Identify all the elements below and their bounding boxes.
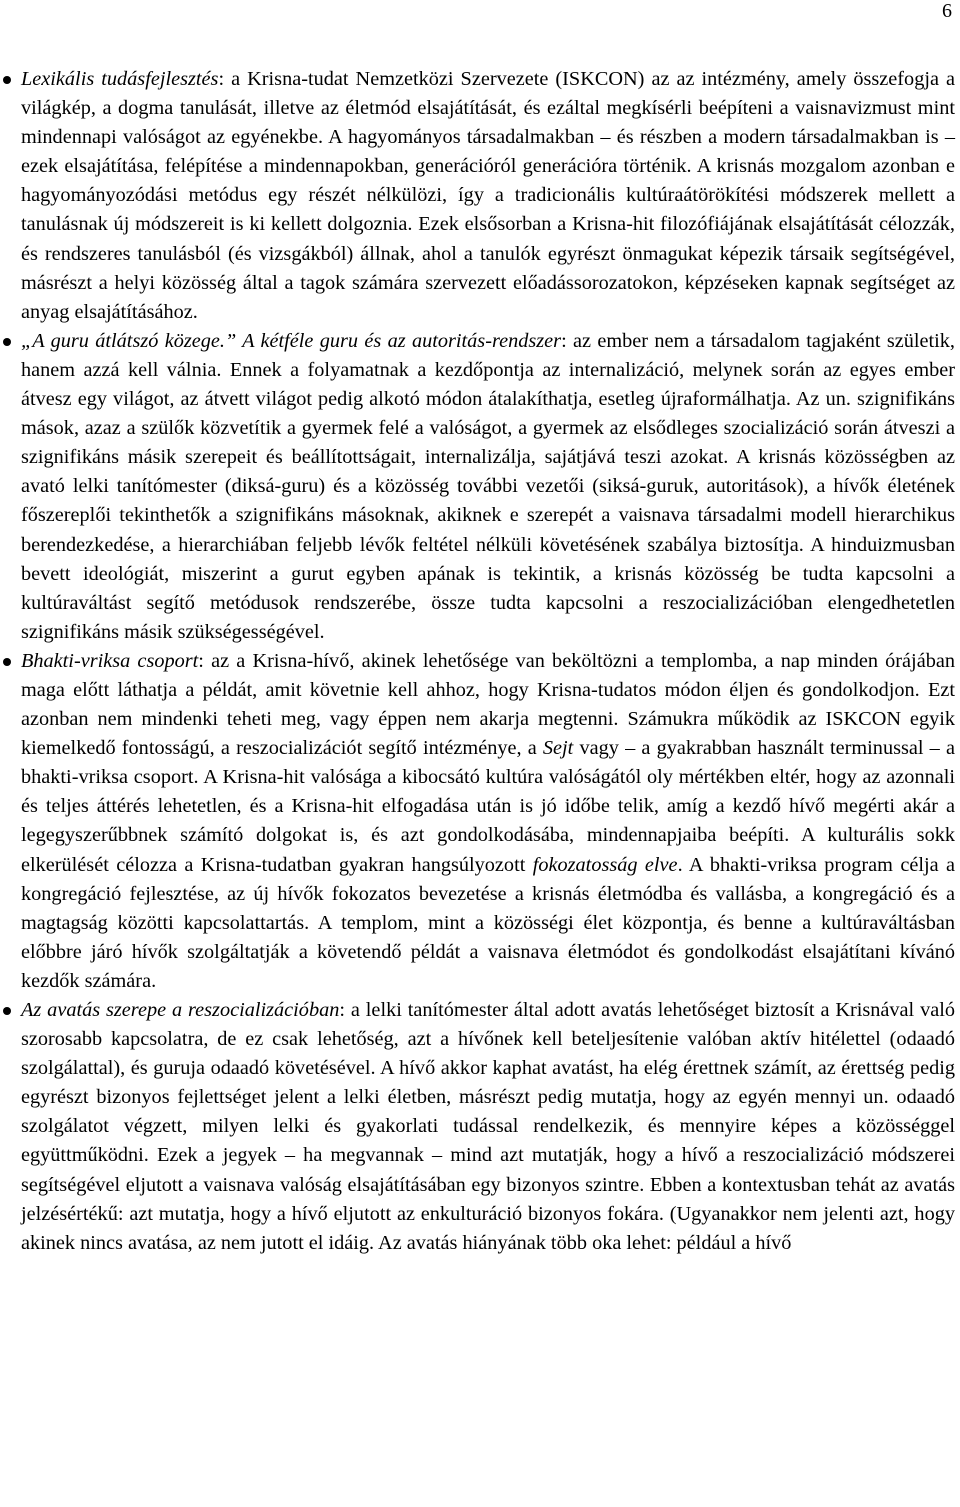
item-text: vagy – a gyakrabban használt terminussal – a bhakti-vriksa csoport. A Krisna-hit valósága a kibocsátó kultúra valóságától oly mértékben eltér, hogy az azonnali és teljes áttérés lehetetlen, és a Krisna-hit elfogadása után is jó időbe telik, amíg a kezdő hívő megérti akár a legegyszerűbbnek számító dolgokat is, és azt gondolkodásába, mindennapjaiba beépíti. A kulturális sokk elkerülését célozza a Krisna-tudatban gyakran hangsúlyozott xyxy=(21,737,955,876)
item-text: : a Krisna-tudat Nemzetközi Szervezete (ISKCON) az az intézmény, amely összefogja a világkép, a dogma tanulását, illetve az életmód elsajátítását, és ezáltal megkísérli beépíteni a vaisnavizmust mint mindennapi valóságot az egyénekbe. A hagyományos társadalmakban – és részben a modern társadalmakban is – ezek elsajátítása, felépítése a mindennapokban, generációról generációra történik. A krisnás mozgalom azonban e hagyományozódási metódus egy részét nélkülözi, így a tradicionális kultúraátörökítési módszerek mellett a tanulásnak új módszereit is ki kellett dolgoznia. Ezek elsősorban a Krisna-hit filozófiájának elsajátítását célozzák, és rendszeres tanulásból (és vizsgákból) állnak, ahol a tanulók egyrészt önmagukat képezik társaik segítségével, másrészt a helyi közösség által a tagok számára szervezett előadássorozatokon, képzéseken kapnak segítséget az anyag elsajátításához. xyxy=(21,68,956,323)
item-heading: Lexikális tudásfejlesztés xyxy=(21,68,219,90)
list-item xyxy=(21,996,955,1258)
page-number: 6 xyxy=(942,0,952,22)
list-item xyxy=(21,327,955,647)
item-text: : a lelki tanítómester által adott avatás lehetőséget biztosít a Krisnával való szorosabb kapcsolatra, de ez csak lehetőség, azt a hívőnek kell beteljesítenie valóban aktív hitélettel (odaadó szolgálattal), és guruja odaadó követésével. A hívő akkor kaphat avatást, ha elég érettnek számít, az érettség pedig egyrészt bizonyos fejlettséget jelent a lelki életben, másrészt pedig mutatja, hogy az egyén mennyi un. odaadó szolgálatot végzett, milyen lelki és gyakorlati tudással rendelkezik, és mennyire képes a közösséggel együttműködni. Ezek a jegyek – ha megvannak – mind azt mutatják, hogy a hívő a reszocializáció módszerei segítségével eljutott a vaisnava valóság elsajátításában egy bizonyos szintre. Ebben a kontextusban tehát az avatás jelzésértékű: azt mutatja, hogy a hívő eljutott az enkulturáció bizonyos fokára. (Ugyanakkor nem jelenti azt, hogy akinek nincs avatása, az nem jutott el idáig. Az avatás hiányának több oka lehet: például a hívő xyxy=(21,999,955,1254)
item-heading: Az avatás szerepe a reszocializációban xyxy=(21,999,340,1021)
list-item xyxy=(21,65,955,327)
bullet-icon xyxy=(3,76,11,84)
item-text: . A bhakti-vriksa program célja a kongregáció fejlesztése, az új hívők fokozatos bevezetése a krisnás életmódba és vallásba, a kongregáció és a magtagság közötti kapcsolattartás. A templom, mint a közösségi élet központja, és benne a kultúraváltásban előbbre járó hívők szolgáltatják a követendő példát a vaisnava életmódot és gondolkodást elsajátítani kívánó kezdők számára. xyxy=(21,853,955,992)
list-item xyxy=(21,647,955,996)
bullet-list xyxy=(21,65,955,1258)
item-text: : az ember nem a társadalom tagjaként születik, hanem azzá kell válnia. Ennek a folyamatnak a kezdőpontja az internalizáció, melynek során az egyes ember átvesz egy világot, az átvett világot pedig alkotó módon átalakíthatja, esetleg újraformálhatja. Az un. szignifikáns mások, azaz a szülők közvetítik a gyermek felé a valóságot, a gyermek az elsődleges szocializáció során átveszi a szignifikáns másik szerepeit és beállítottságait, internalizálja, sajátjává teszi azokat. A krisnás közösségben az avató lelki tanítómester (diksá-guru) és a közösség további vezetői (siksá-guruk, autoritások), a hívők életének főszereplői tekinthetők a szignifikáns másoknak, akiknek e szerepét a vaisnava társadalmi modell hierarchikus berendezkedése, a hierarchiában feljebb lévők feltétel nélküli követésének szabálya biztosítja. A hinduizmusban bevett ideológiát, miszerint a gurut egyben apának is tekintik, a krisnás közösség be tudta kapcsolni a kultúraváltást segítő metódusok rendszerébe, össze tudta kapcsolni a reszocializációban elengedhetetlen szignifikáns másik szükségességével. xyxy=(21,329,955,643)
item-heading: „A guru átlátszó közege.” A kétféle guru és az autoritás-rendszer xyxy=(21,329,562,352)
item-emphasis: fokozatosság elve xyxy=(532,853,678,876)
item-text: : az a Krisna-hívő, akinek lehetősége van beköltözni a templomba, a nap minden órájában maga előtt láthatja a példát, amit követnie kell ahhoz, hogy Krisna-tudatos módon éljen és gondolkodjon. Ezt azonban nem mindenki teheti meg, vagy éppen nem akarja megtenni. Számukra működik az ISKCON egyik kiemelkedő fontosságú, a reszocializációt segítő intézménye, a xyxy=(21,649,955,760)
item-emphasis: Sejt xyxy=(542,737,574,760)
bullet-icon xyxy=(3,1007,11,1015)
bullet-icon xyxy=(3,338,11,346)
item-heading: Bhakti-vriksa csoport xyxy=(21,649,199,672)
bullet-icon xyxy=(3,658,11,666)
